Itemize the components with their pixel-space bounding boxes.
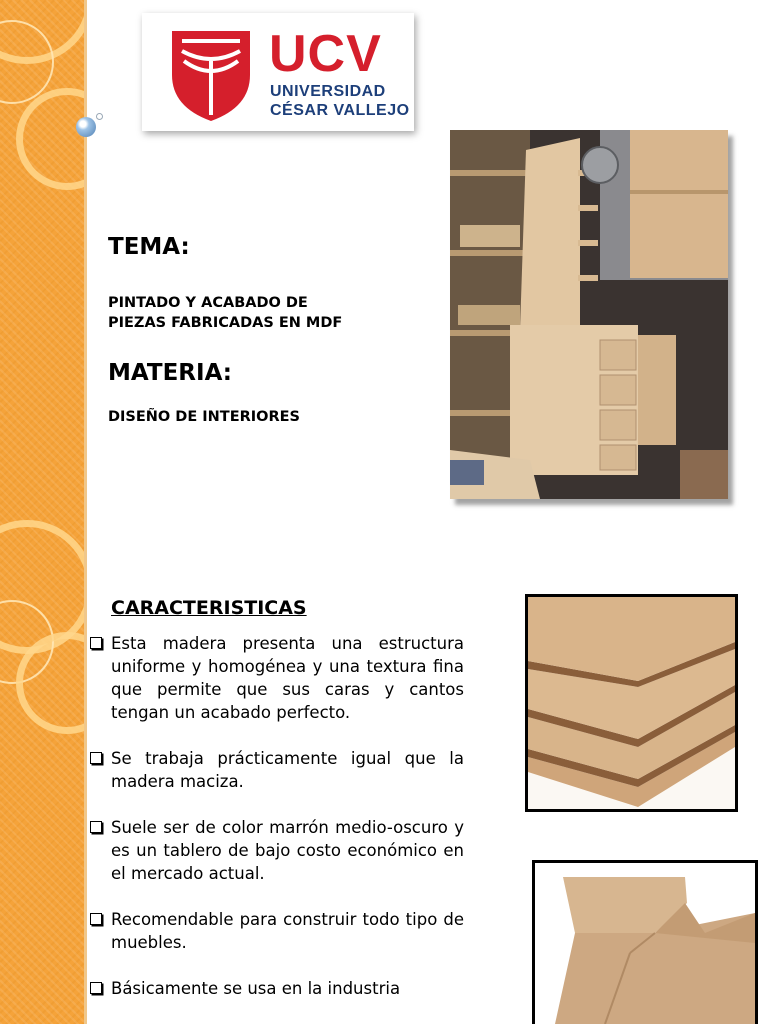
tema-value-line1: PINTADO Y ACABADO DE bbox=[108, 295, 308, 311]
checkbox-bullet-icon bbox=[90, 821, 102, 833]
list-item bbox=[90, 977, 464, 1000]
materia-value: DISEÑO DE INTERIORES bbox=[108, 409, 301, 425]
mdf-pieces-photo bbox=[532, 860, 758, 1024]
list-item bbox=[90, 908, 464, 954]
list-item-text: Básicamente se usa en la industria bbox=[111, 979, 401, 998]
tema-value-line2: PIEZAS FABRICADAS EN MDF bbox=[108, 315, 343, 331]
checkbox-bullet-icon bbox=[90, 913, 102, 925]
decorative-side-strip bbox=[0, 0, 84, 1024]
logo-subtitle-line1: UNIVERSIDAD bbox=[270, 83, 386, 100]
ucv-logo bbox=[142, 13, 414, 131]
list-item bbox=[90, 816, 464, 885]
list-item bbox=[90, 632, 464, 724]
list-item-text: Se trabaja prácticamente igual que la madera maciza. bbox=[111, 749, 464, 791]
strip-edge bbox=[84, 0, 87, 1024]
list-item-text: Suele ser de color marrón medio-oscuro y es un tablero de bajo costo económico en el mercado actual. bbox=[111, 818, 464, 883]
list-item-text: Esta madera presenta una estructura uniforme y homogénea y una textura fina que permite que sus caras y cantos tengan un acabado perfecto. bbox=[111, 634, 464, 722]
decorative-ring bbox=[16, 88, 84, 190]
materia-heading: MATERIA: bbox=[108, 360, 232, 386]
decorative-bead bbox=[76, 117, 96, 137]
checkbox-bullet-icon bbox=[90, 982, 102, 994]
caracteristicas-list bbox=[90, 632, 464, 1023]
tema-value bbox=[108, 293, 428, 333]
mdf-boards-photo bbox=[525, 594, 738, 812]
list-item-text: Recomendable para construir todo tipo de muebles. bbox=[111, 910, 464, 952]
workshop-furniture-photo bbox=[450, 130, 728, 499]
list-item bbox=[90, 747, 464, 793]
logo-wordmark: UCV bbox=[269, 25, 382, 83]
logo-subtitle-line2: CÉSAR VALLEJO bbox=[270, 102, 410, 119]
caracteristicas-heading: CARACTERISTICAS bbox=[111, 597, 307, 619]
checkbox-bullet-icon bbox=[90, 637, 102, 649]
checkbox-bullet-icon bbox=[90, 752, 102, 764]
tema-heading: TEMA: bbox=[108, 234, 190, 260]
ucv-shield-icon bbox=[172, 31, 250, 121]
decorative-bead-small bbox=[96, 113, 103, 120]
